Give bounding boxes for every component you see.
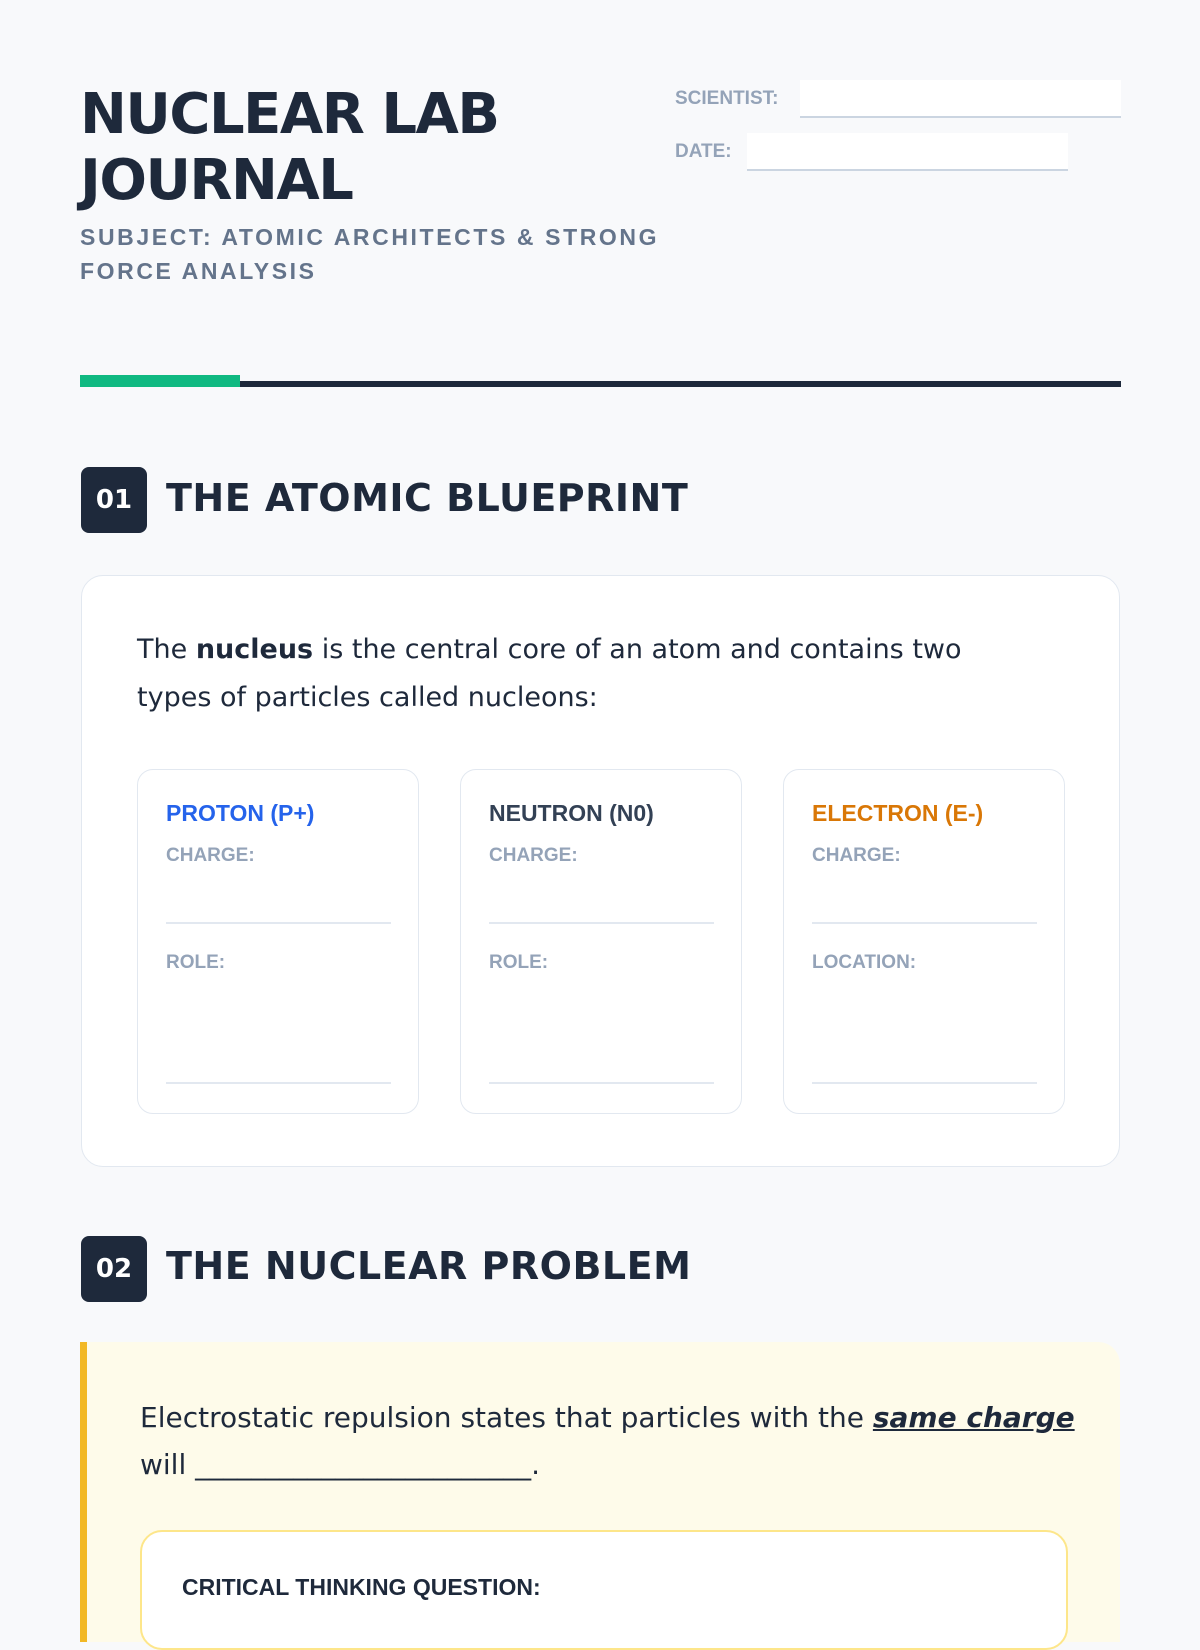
proton-role-answer-line[interactable] — [166, 1082, 391, 1084]
proton-charge-answer-line[interactable] — [166, 922, 391, 924]
neutron-card — [460, 769, 742, 1114]
critical-thinking-box — [140, 1530, 1068, 1650]
scientist-field[interactable] — [800, 80, 1121, 118]
proton-card — [137, 769, 419, 1114]
neutron-title: NEUTRON (N0) — [489, 800, 654, 826]
header-rule — [240, 381, 1121, 387]
intro-text-post: is the central core of an atom and contains two types of particles called nucleons: — [137, 634, 962, 713]
electron-charge-label: CHARGE: — [812, 845, 901, 866]
section-2-number-badge: 02 — [81, 1236, 147, 1302]
proton-role-label: ROLE: — [166, 952, 226, 973]
electron-title: ELECTRON (E-) — [812, 800, 984, 826]
electron-card — [783, 769, 1065, 1114]
repulsion-statement — [140, 1394, 1080, 1488]
header-rule-accent — [80, 375, 240, 387]
neutron-charge-answer-line[interactable] — [489, 922, 714, 924]
electron-location-label: LOCATION: — [812, 952, 917, 973]
electron-charge-answer-line[interactable] — [812, 922, 1037, 924]
nuclear-problem-callout — [80, 1342, 1120, 1642]
neutron-role-label: ROLE: — [489, 952, 549, 973]
neutron-role-answer-line[interactable] — [489, 1082, 714, 1084]
page-title — [80, 82, 640, 214]
page-subtitle: SUBJECT: ATOMIC ARCHITECTS & STRONG FORCE ANALYSIS — [80, 224, 660, 284]
critical-thinking-label: CRITICAL THINKING QUESTION: — [182, 1574, 541, 1600]
repulsion-text-post: will ________________________. — [140, 1448, 541, 1481]
date-label: DATE: — [675, 141, 732, 162]
section-1-title: THE ATOMIC BLUEPRINT — [166, 476, 689, 520]
section-2-title: THE NUCLEAR PROBLEM — [166, 1244, 692, 1288]
repulsion-text-emphasis: same charge — [872, 1401, 1075, 1434]
date-field[interactable] — [747, 133, 1068, 171]
title-line-1: NUCLEAR LAB — [80, 82, 499, 147]
proton-title: PROTON (P+) — [166, 800, 315, 826]
nucleus-intro-text — [137, 626, 1037, 722]
scientist-label: SCIENTIST: — [675, 88, 779, 109]
neutron-charge-label: CHARGE: — [489, 845, 578, 866]
proton-charge-label: CHARGE: — [166, 845, 255, 866]
electron-location-answer-line[interactable] — [812, 1082, 1037, 1084]
atomic-blueprint-card — [81, 575, 1120, 1167]
title-line-2: JOURNAL — [80, 148, 353, 213]
intro-text-pre: The — [137, 634, 196, 665]
intro-text-bold: nucleus — [195, 634, 314, 665]
repulsion-text-pre: Electrostatic repulsion states that particles with the — [140, 1401, 873, 1434]
section-1-number-badge: 01 — [81, 467, 147, 533]
